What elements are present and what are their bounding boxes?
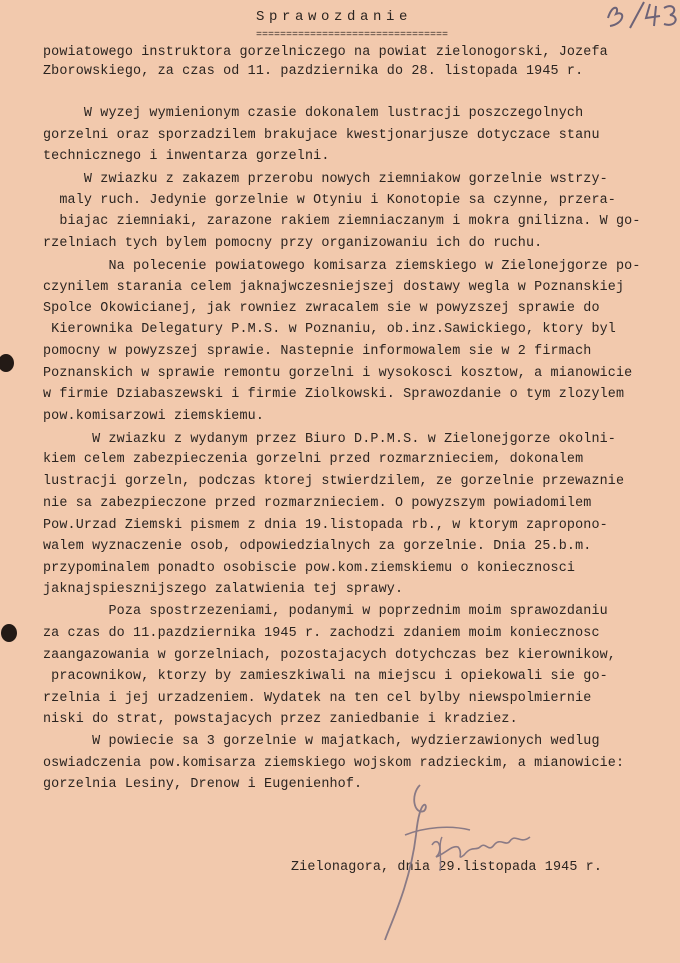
body-line: jaknajspiesznijszego zalatwienia tej sprawy. [43, 582, 404, 597]
body-line: Pow.Urzad Ziemski pismem z dnia 19.listopada rb., w ktorym zapropono- [43, 518, 608, 533]
body-line: Kierownika Delegatury P.M.S. w Poznaniu, ob.inz.Sawickiego, ktory byl [43, 322, 616, 337]
body-line: niski do strat, powstajacych przez zaniedbanie i kradziez. [43, 712, 518, 727]
body-line: W wyzej wymienionym czasie dokonalem lustracji poszczegolnych [43, 106, 584, 121]
body-line: W powiecie sa 3 gorzelnie w majatkach, wydzierzawionych wedlug [43, 734, 600, 749]
title-underline: ================================ [256, 30, 449, 41]
body-line: W zwiazku z wydanym przez Biuro D.P.M.S. w Zielonejgorze okolni- [43, 432, 616, 447]
document-title: Sprawozdanie [256, 9, 413, 25]
body-line: Poznanskich w sprawie remontu gorzelni i wysokosci kosztow, a mianowicie [43, 366, 633, 381]
punch-hole-bottom [1, 624, 17, 642]
body-line: pracownikow, ktorzy by zamieszkiwali na miejscu i opiekowali sie go- [43, 669, 608, 684]
punch-hole-top [0, 354, 14, 372]
body-line: rzelniach tych bylem pomocny przy organizowaniu ich do ruchu. [43, 236, 543, 251]
body-line: Poza spostrzezeniami, podanymi w poprzednim moim sprawozdaniu [43, 604, 608, 619]
body-line: walem wyznaczenie osob, odpowiedzialnych za gorzelnie. Dnia 25.b.m. [43, 539, 592, 554]
body-line: Zborowskiego, za czas od 11. pazdziernika do 28. listopada 1945 r. [43, 64, 584, 79]
body-line: oswiadczenia pow.komisarza ziemskiego wojskom radzieckim, a mianowicie: [43, 756, 625, 771]
body-line: gorzelni oraz sporzadzilem brakujace kwestjonarjusze dotyczace stanu [43, 128, 600, 143]
body-line: gorzelnia Lesiny, Drenow i Eugenienhof. [43, 777, 363, 792]
handwritten-signature [380, 775, 550, 945]
body-line: zaangazowania w gorzelniach, pozostajacych dotychczas bez kierownikow, [43, 648, 616, 663]
body-line: w firmie Dziabaszewski i firmie Ziolkowski. Sprawozdanie o tym zlozylem [43, 387, 625, 402]
body-line: maly ruch. Jedynie gorzelnie w Otyniu i Konotopie sa czynne, przera- [43, 193, 616, 208]
body-line: nie sa zabezpieczone przed rozmarznieciem. O powyzszym powiadomilem [43, 496, 592, 511]
body-line: Spolce Okowicianej, jak rowniez zwracalem sie w powyzszej sprawie do [43, 301, 600, 316]
body-line: przypominalem ponadto osobiscie pow.kom.ziemskiemu o koniecznosci [43, 561, 576, 576]
body-line: Na polecenie powiatowego komisarza ziemskiego w Zielonejgorze po- [43, 259, 641, 274]
place-date-line: Zielonagora, dnia 29.listopada 1945 r. [291, 860, 603, 875]
body-line: W zwiazku z zakazem przerobu nowych ziemniakow gorzelnie wstrzy- [43, 172, 608, 187]
body-line: lustracji gorzeln, podczas ktorej stwierdzilem, ze gorzelnie przewaznie [43, 474, 625, 489]
body-line: pomocny w powyzszej sprawie. Nastepnie informowalem sie w 2 firmach [43, 344, 592, 359]
body-line: powiatowego instruktora gorzelniczego na powiat zielonogorski, Jozefa [43, 45, 608, 60]
body-line: kiem celem zabezpieczenia gorzelni przed rozmarznieciem, dokonalem [43, 452, 584, 467]
body-line: pow.komisarzowi ziemskiemu. [43, 409, 265, 424]
page-number-handwritten [600, 0, 680, 30]
body-line: czynilem starania celem jaknajwczesniejszej dostawy wegla w Poznanskiej [43, 280, 625, 295]
body-line: za czas do 11.pazdziernika 1945 r. zachodzi zdaniem moim koniecznosc [43, 626, 600, 641]
body-line: rzelnia i jej urzadzeniem. Wydatek na ten cel bylby niewspolmiernie [43, 691, 592, 706]
body-line: biajac ziemniaki, zarazone rakiem ziemniaczanym i mokra gnilizna. W go- [43, 214, 641, 229]
body-line: technicznego i inwentarza gorzelni. [43, 149, 330, 164]
